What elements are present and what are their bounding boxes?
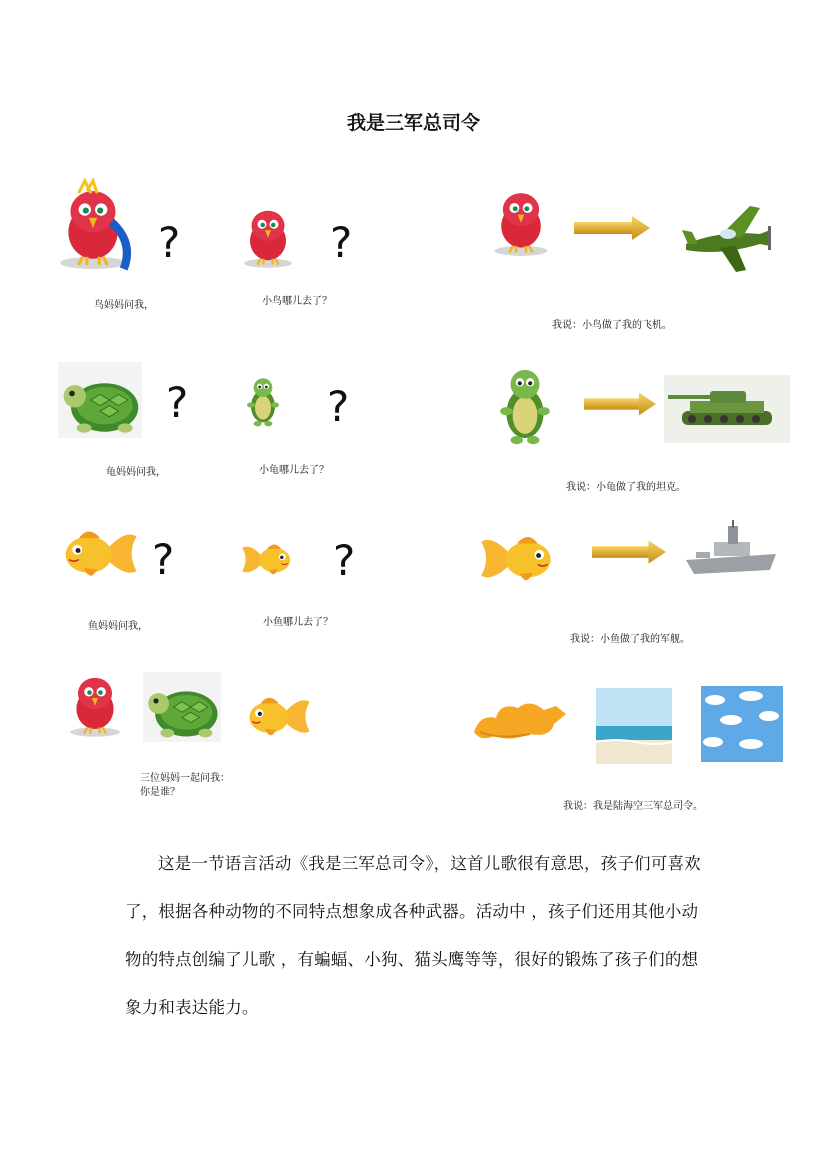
- caption-plane: 我说：小鸟做了我的飞机。: [552, 320, 672, 331]
- goldfish-icon: [478, 512, 562, 604]
- sky-icon: [701, 686, 783, 762]
- bird-icon: [238, 198, 298, 276]
- turtle-icon: [58, 362, 142, 438]
- bird-icon: [64, 664, 126, 746]
- question-mark-icon: ?: [327, 382, 350, 431]
- arrow-icon: [574, 216, 650, 240]
- turtle-icon: [494, 358, 556, 452]
- caption-bird-mom: 鸟妈妈问我，: [94, 300, 154, 311]
- caption-warship: 我说：小鱼做了我的军舰。: [570, 634, 690, 645]
- caption-fish-where: 小鱼哪儿去了？: [263, 617, 333, 628]
- question-mark-icon: ?: [333, 536, 356, 585]
- caption-commander: 我说：我是陆海空三军总司令。: [563, 801, 703, 812]
- warship-icon: [684, 518, 780, 584]
- goldfish-icon: [240, 528, 298, 590]
- tank-icon: [664, 375, 790, 443]
- bird-icon: [488, 176, 554, 268]
- turtle-icon: [243, 370, 283, 432]
- caption-turtle-where: 小龟哪儿去了？: [259, 465, 329, 476]
- arrow-icon: [592, 540, 666, 564]
- caption-fish-mom: 鱼妈妈问我，: [88, 621, 148, 632]
- page-title: 我是三军总司令: [346, 112, 480, 134]
- question-mark-icon: ?: [158, 218, 181, 267]
- goldfish-icon: [45, 520, 149, 586]
- turtle-icon: [143, 672, 221, 742]
- caption-line: 三位妈妈一起问我：: [140, 773, 230, 784]
- land-icon: [470, 694, 570, 744]
- airplane-icon: [680, 200, 776, 276]
- sea-icon: [596, 688, 672, 764]
- caption-three-moms: [140, 772, 230, 800]
- caption-bird-where: 小鸟哪儿去了？: [262, 296, 332, 307]
- arrow-icon: [584, 392, 656, 416]
- question-mark-icon: ?: [166, 378, 189, 427]
- question-mark-icon: ?: [152, 535, 175, 584]
- goldfish-icon: [232, 688, 320, 744]
- caption-tank: 我说：小龟做了我的坦克。: [566, 482, 686, 493]
- caption-line: 你是谁？: [140, 787, 180, 798]
- parrot-icon: [52, 172, 134, 282]
- caption-turtle-mom: 龟妈妈问我，: [106, 467, 166, 478]
- body-paragraph: 这是一节语言活动《我是三军总司令》，这首儿歌很有意思，孩子们可喜欢了，根据各种动物的不同特点想象成各种武器。活动中 ，孩子们还用其他小动物的特点创编了儿歌 ，有蝙蝠、小狗、猫头鹰等等，很好的锻炼了孩子们的想象力和表达能力。: [125, 854, 701, 1017]
- question-mark-icon: ?: [330, 218, 353, 267]
